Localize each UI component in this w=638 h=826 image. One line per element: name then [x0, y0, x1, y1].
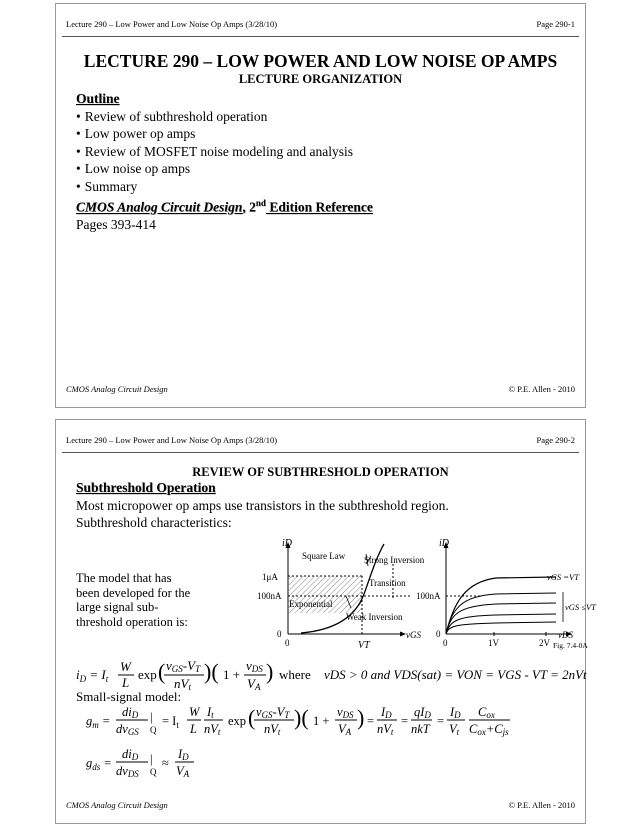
svg-text:vDS: vDS	[246, 658, 263, 674]
svg-text:nVt: nVt	[204, 722, 221, 737]
outline-item: • Low noise op amps	[76, 160, 575, 178]
book-reference: CMOS Analog Circuit Design, 2nd Edition Reference	[76, 198, 373, 215]
svg-text:W: W	[120, 659, 131, 674]
weak-inversion-label: Weak Inversion	[346, 612, 403, 622]
curve-vgs-vt: vGS =VT	[547, 572, 579, 582]
svg-text:diD: diD	[122, 705, 139, 720]
svg-text:nVt: nVt	[377, 722, 394, 737]
svg-text:=: =	[367, 714, 375, 728]
left-graph	[257, 538, 425, 651]
svg-text:vGS-VT: vGS-VT	[256, 705, 290, 720]
origin-y: 0	[277, 629, 282, 639]
svg-text:1 +: 1 +	[223, 667, 241, 682]
svg-text:L: L	[190, 722, 197, 736]
svg-text:qID: qID	[414, 705, 431, 720]
intro-section	[76, 479, 575, 532]
svg-text:vDS > 0 and VDS(sat) = VON =: vDS > 0 and VDS(sat) = VON = VGS - VT = 2nVt	[324, 667, 587, 682]
large-signal-equation	[76, 657, 587, 693]
svg-text:(: (	[158, 659, 166, 684]
svg-text:VA: VA	[338, 722, 352, 737]
header-title: Lecture 290 – Low Power and Low Noise Op Amps (3/28/10)	[66, 19, 278, 29]
book-title: CMOS Analog Circuit Design	[76, 199, 243, 215]
footer-course: CMOS Analog Circuit Design	[66, 384, 168, 394]
page-number: Page 290-1	[536, 19, 575, 29]
svg-text:L: L	[122, 675, 130, 690]
svg-text:vDS: vDS	[337, 705, 354, 720]
svg-text:): )	[357, 705, 365, 730]
svg-text:1 +: 1 +	[313, 714, 330, 728]
reference-pages: Pages 393-414	[76, 217, 156, 232]
slide-2	[55, 419, 596, 824]
svg-text:nVt: nVt	[174, 676, 191, 692]
slide-footer	[66, 384, 575, 394]
svg-text:)(: )(	[294, 705, 309, 730]
slide-header	[66, 19, 575, 29]
svg-text:nVt: nVt	[264, 722, 281, 737]
svg-text:= It: = $I_t$	[162, 714, 179, 730]
svg-text:|: |	[150, 752, 153, 766]
lecture-subtitle: LECTURE ORGANIZATION	[238, 72, 403, 86]
outline-item: • Low power op amps	[76, 125, 575, 143]
exponential-label: Exponential	[289, 599, 333, 609]
subthreshold-figure	[196, 536, 596, 656]
outline-section	[76, 90, 575, 234]
svg-text:W: W	[189, 705, 200, 719]
svg-text:)(: )(	[204, 659, 219, 684]
slide-header	[66, 435, 575, 445]
origin-x: 0	[443, 638, 448, 648]
header-rule	[62, 36, 579, 37]
svg-text:ID: ID	[381, 705, 392, 720]
svg-text:|: |	[150, 710, 153, 724]
origin-y: 0	[436, 629, 441, 639]
svg-text:dvGS: dvGS	[116, 722, 139, 737]
footer-course: CMOS Analog Circuit Design	[66, 800, 168, 810]
figure-label: Fig. 7.4-0A	[553, 641, 588, 650]
svg-text:Q: Q	[150, 767, 157, 777]
tick-1uA: 1μA	[262, 572, 278, 582]
footer-copyright: © P.E. Allen - 2010	[508, 384, 575, 394]
footer-copyright: © P.E. Allen - 2010	[508, 800, 575, 810]
section-heading: Subthreshold Operation	[76, 480, 216, 495]
svg-text:Q: Q	[150, 725, 157, 735]
svg-text:where: where	[279, 667, 311, 682]
header-title: Lecture 290 – Low Power and Low Noise Op Amps (3/28/10)	[66, 435, 278, 445]
strong-inversion-label: Strong Inversion	[364, 555, 425, 565]
y-axis-label: iD	[439, 538, 449, 549]
svg-text:dvDS: dvDS	[116, 764, 139, 779]
vt-tick: VT	[358, 640, 370, 651]
svg-text:nkT: nkT	[411, 722, 430, 736]
intro-line: Most micropower op amps use transistors in the subthreshold region.	[76, 497, 449, 513]
intro-line: Subthreshold characteristics:	[76, 515, 232, 530]
outline-item: • Summary	[76, 178, 575, 196]
svg-text:It: It	[207, 705, 214, 720]
svg-text:VA: VA	[247, 676, 261, 692]
svg-text:gm =: $g_m$ =	[86, 714, 111, 730]
svg-text:=: =	[437, 714, 445, 728]
x-axis-label: vDS	[558, 630, 573, 640]
outline-heading: Outline	[76, 91, 120, 106]
svg-text:gds =: $g_{ds}$ =	[86, 756, 112, 772]
tick-1v: 1V	[488, 638, 499, 648]
svg-text:ID: ID	[178, 747, 189, 762]
slide-title: REVIEW OF SUBTHRESHOLD OPERATION	[192, 465, 449, 479]
svg-text:Cox+Cjs: Cox+Cjs	[469, 722, 509, 737]
x-axis-label: vGS	[406, 630, 421, 640]
slide-1	[55, 3, 586, 408]
right-graph	[416, 538, 597, 650]
svg-text:iD = It: $i_D = I_t$	[76, 667, 109, 684]
svg-text:diD: diD	[122, 747, 139, 762]
model-description: The model that has been developed for the large signal sub-threshold operation is:	[76, 571, 191, 629]
svg-text:vGS-VT: vGS-VT	[166, 658, 201, 674]
svg-text:VA: VA	[176, 764, 190, 779]
svg-text:Vt: Vt	[449, 722, 460, 737]
tick-2v: 2V	[539, 638, 550, 648]
svg-text:(: (	[248, 705, 256, 730]
svg-text:=: =	[401, 714, 409, 728]
tick-100nA: 100nA	[257, 591, 282, 601]
svg-text:≈: ≈	[162, 756, 169, 770]
svg-text:): )	[266, 659, 274, 684]
y-axis-label: iD	[282, 538, 292, 549]
curve-vgs-le-vt: vGS ≤VT	[565, 602, 596, 612]
svg-text:Cox: Cox	[478, 705, 495, 720]
origin-x: 0	[285, 638, 290, 648]
square-law-label: Square Law	[302, 551, 346, 561]
tick-100nA: 100nA	[416, 591, 441, 601]
transition-label: Transition	[369, 578, 406, 588]
svg-text:exp: exp	[138, 667, 157, 682]
outline-item: • Review of MOSFET noise modeling and analysis	[76, 143, 575, 161]
svg-text:exp: exp	[228, 714, 247, 728]
small-signal-equations	[86, 703, 566, 783]
lecture-title: LECTURE 290 – LOW POWER AND LOW NOISE OP AMPS	[83, 51, 558, 71]
page-number: Page 290-2	[536, 435, 575, 445]
header-rule	[62, 452, 579, 453]
svg-text:ID: ID	[450, 705, 461, 720]
small-signal-label: Small-signal model:	[76, 689, 182, 704]
outline-item: • Review of subthreshold operation	[76, 108, 575, 126]
slide-footer	[66, 800, 575, 810]
